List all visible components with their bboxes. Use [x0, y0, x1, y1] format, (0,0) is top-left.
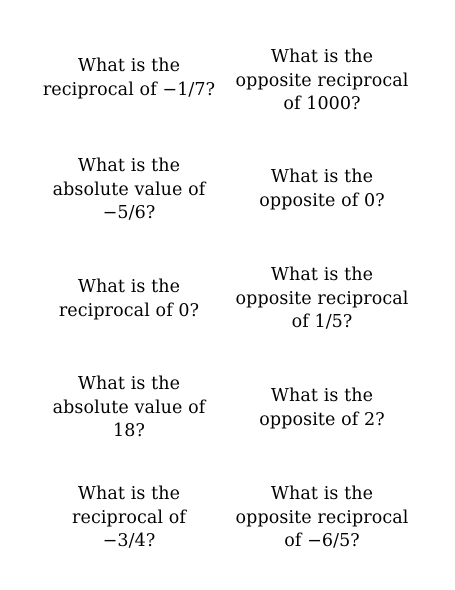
card-line: reciprocal of −1/7?	[42, 79, 216, 100]
card-opposite-0	[222, 166, 422, 213]
card-opposite-reciprocal-1000	[222, 46, 422, 117]
card-line: What is the	[77, 56, 181, 76]
card-line: reciprocal of 0?	[58, 300, 200, 321]
card-line: −5/6?	[102, 203, 156, 223]
card-line: opposite reciprocal	[235, 507, 409, 528]
card-line: What is the	[77, 374, 181, 394]
card-line: absolute value of	[52, 397, 206, 418]
card-reciprocal-neg-3-4	[29, 483, 229, 554]
card-absolute-value-neg-5-6	[29, 155, 229, 226]
card-line: opposite of 2?	[259, 409, 385, 430]
card-reciprocal-0	[29, 276, 229, 323]
card-line: What is the	[270, 47, 374, 67]
card-line: opposite of 0?	[259, 190, 385, 211]
card-opposite-reciprocal-neg-6-5	[222, 483, 422, 554]
card-line: −3/4?	[102, 531, 156, 551]
card-line: 18?	[113, 421, 145, 441]
card-line: opposite reciprocal	[235, 288, 409, 309]
card-line: absolute value of	[52, 179, 206, 200]
card-line: of 1/5?	[291, 312, 353, 332]
card-absolute-value-18	[29, 373, 229, 444]
card-line: What is the	[77, 156, 181, 176]
card-line: of −6/5?	[284, 531, 360, 551]
card-line: opposite reciprocal	[235, 70, 409, 91]
card-line: What is the	[270, 386, 374, 406]
card-opposite-reciprocal-1-5	[222, 264, 422, 335]
card-line: What is the	[270, 484, 374, 504]
card-line: What is the	[77, 484, 181, 504]
card-reciprocal-neg-1-7	[29, 55, 229, 102]
card-line: What is the	[77, 277, 181, 297]
card-line: What is the	[270, 167, 374, 187]
card-opposite-2	[222, 385, 422, 432]
card-line: reciprocal of	[72, 507, 186, 528]
card-line: of 1000?	[283, 94, 361, 114]
card-line: What is the	[270, 265, 374, 285]
